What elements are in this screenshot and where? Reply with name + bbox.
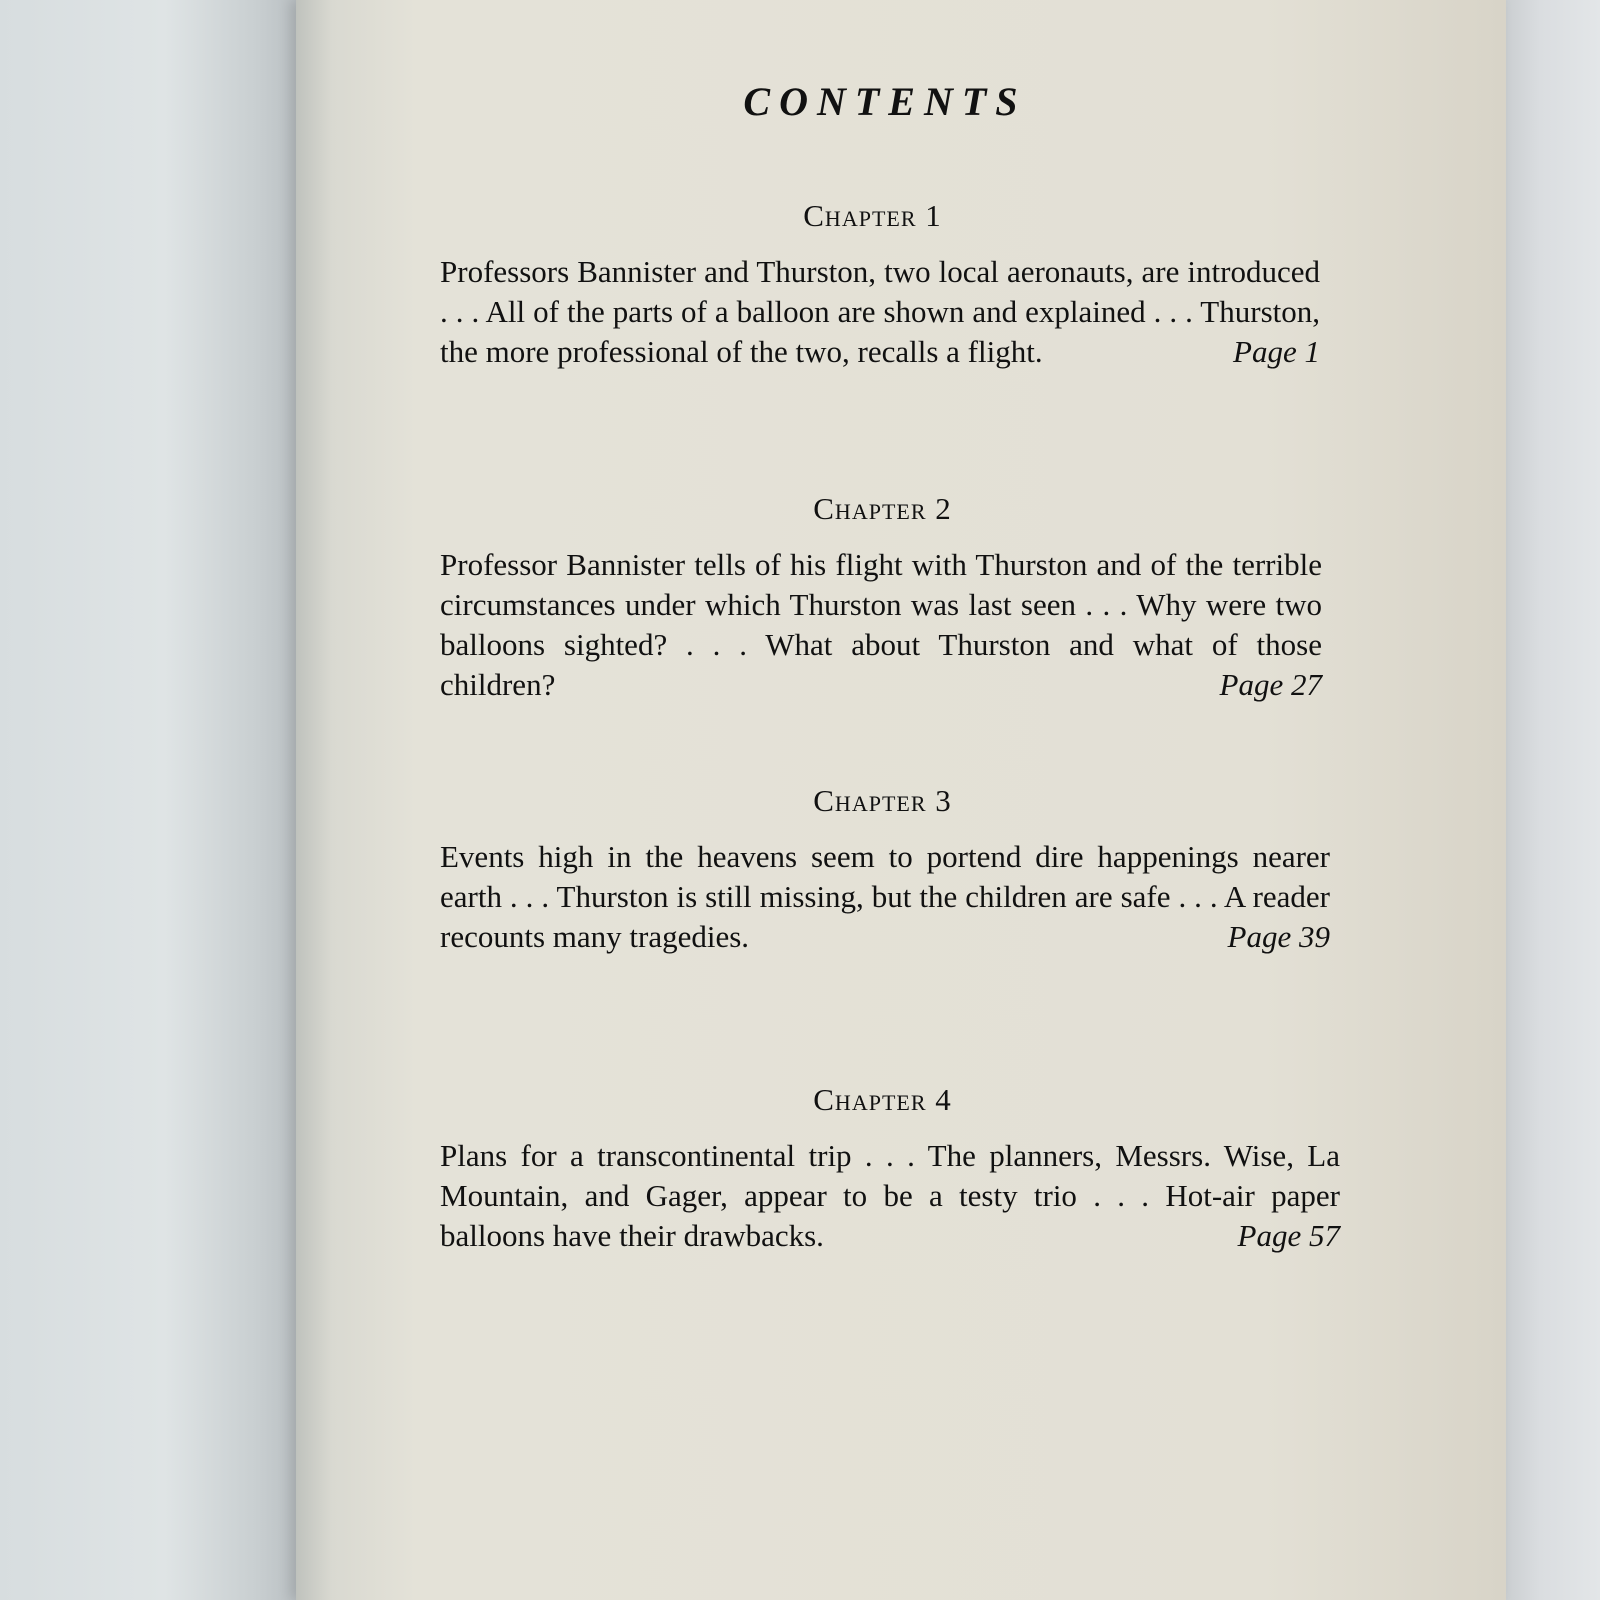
- chapter-heading: Chapter 1: [803, 198, 942, 233]
- chapter-entry-2: [440, 491, 1365, 705]
- chapter-page-ref: Page 27: [1219, 667, 1322, 702]
- page-title: CONTENTS: [743, 79, 1027, 124]
- chapter-page-ref: Page 1: [1233, 334, 1320, 369]
- chapter-summary-text: Events high in the heavens seem to portend dire happenings nearer earth . . . Thurston is still missing, but the children are safe . . . A reader recounts many tragedies.: [440, 839, 1330, 954]
- chapter-summary: [440, 837, 1330, 957]
- chapter-summary-text: Professors Bannister and Thurston, two local aeronauts, are introduced . . . All of the parts of a balloon are shown and explained . . . Thurston, the more professional of the two, recalls a flight.: [440, 254, 1320, 369]
- contents-page: [440, 0, 1360, 1600]
- chapter-entry-1: [440, 198, 1345, 372]
- chapter-summary: [440, 1136, 1340, 1256]
- chapter-summary-text: Plans for a transcontinental trip . . . The planners, Messrs. Wise, La Mountain, and Gager, appear to be a testy trio . . . Hot-air paper balloons have their drawbacks.: [440, 1138, 1340, 1253]
- chapter-heading: Chapter 2: [813, 491, 952, 526]
- chapter-summary: [440, 252, 1320, 372]
- chapter-heading: Chapter 4: [813, 1082, 952, 1117]
- chapter-entry-4: [440, 1082, 1365, 1256]
- chapter-entry-3: [440, 783, 1365, 957]
- facing-left-page: [0, 0, 300, 1600]
- chapter-summary-text: Professor Bannister tells of his flight with Thurston and of the terrible circumstances under which Thurston was last seen . . . Why were two balloons sighted? . . . What about Thurston and what of those children?: [440, 547, 1322, 702]
- chapter-summary: [440, 545, 1322, 705]
- chapter-page-ref: Page 39: [1227, 919, 1330, 954]
- right-background-edge: [1500, 0, 1600, 1600]
- chapter-heading: Chapter 3: [813, 783, 952, 818]
- chapter-page-ref: Page 57: [1237, 1218, 1340, 1253]
